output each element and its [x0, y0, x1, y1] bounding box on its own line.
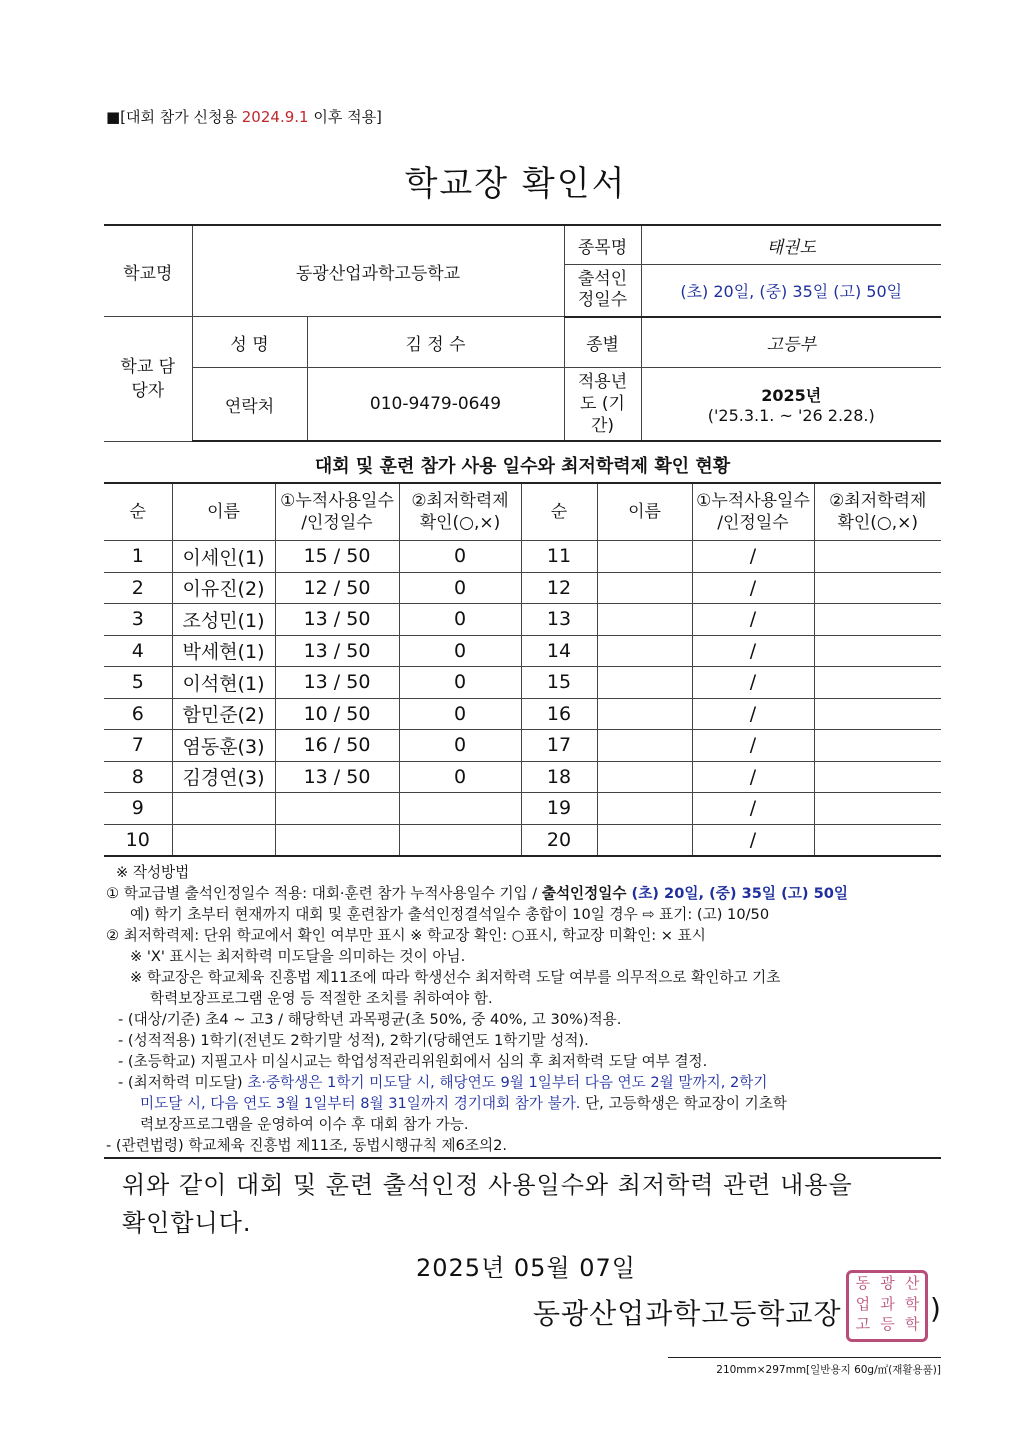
row-no: 12 — [521, 572, 597, 604]
attendance-label: 출석인 정일수 — [564, 265, 641, 317]
row-days: 13 / 50 — [275, 635, 399, 667]
row-check — [814, 572, 941, 604]
table-row — [104, 698, 941, 730]
seal-glyph: 업 — [855, 1294, 870, 1313]
seal-glyph: 학 — [904, 1294, 919, 1313]
manager-label: 학교 담당자 — [104, 317, 192, 442]
row-name: 박세현(1) — [172, 635, 275, 667]
row-check — [814, 730, 941, 762]
official-seal — [846, 1270, 928, 1342]
table-row — [104, 667, 941, 699]
row-no: 9 — [104, 793, 172, 825]
row-check: 0 — [399, 698, 521, 730]
close-paren: ) — [930, 1292, 941, 1325]
row-check: 0 — [399, 635, 521, 667]
row-no: 10 — [104, 824, 172, 856]
row-name — [597, 824, 692, 856]
paper-spec: 210mm×297mm[일반용지 60g/㎡(재활용품)] — [716, 1364, 941, 1376]
note-8: - (최저학력 미도달) 초·중학생은 1학기 미도달 시, 해당연도 9월 1일부터 다음 연도 2월 말까지, 2학기 — [118, 1074, 768, 1091]
row-check — [814, 824, 941, 856]
page-title: 학교장 확인서 — [404, 164, 627, 204]
row-no: 4 — [104, 635, 172, 667]
row-name — [597, 635, 692, 667]
row-days — [275, 824, 399, 856]
col-no: 순 — [104, 483, 172, 541]
seal-glyph: 동 — [855, 1274, 870, 1292]
row-days: 13 / 50 — [275, 667, 399, 699]
row-name — [172, 793, 275, 825]
note-8-end: 력보장프로그램을 운영하여 이수 후 대회 참가 가능. — [140, 1116, 469, 1133]
row-days: / — [692, 793, 814, 825]
table-row — [104, 572, 941, 604]
period-cell — [641, 368, 941, 442]
row-days — [275, 793, 399, 825]
note-1-example: 예) 학기 초부터 현재까지 대회 및 훈련참가 출석인정결석일수 총합이 10일 경우 ⇨ 표기: (고) 10/50 — [130, 906, 770, 923]
row-days: / — [692, 761, 814, 793]
row-check: 0 — [399, 667, 521, 699]
issue-date: 2025년 05월 07일 — [416, 1254, 636, 1282]
note-7: - (초등학교) 지필고사 미실시교는 학업성적관리위원회에서 심의 후 최저학력 도달 여부 결정. — [118, 1053, 708, 1070]
row-days: / — [692, 604, 814, 636]
row-days: / — [692, 541, 814, 573]
period-year: 2025년 — [761, 386, 822, 405]
division-label: 종별 — [564, 317, 641, 368]
row-no: 6 — [104, 698, 172, 730]
period-range: ('25.3.1. ~ '26 2.28.) — [707, 406, 875, 425]
row-check: 0 — [399, 761, 521, 793]
col-academic: ②최저학력제 확인(○,×) — [399, 483, 521, 541]
contact-label: 연락처 — [192, 368, 307, 442]
row-no: 19 — [521, 793, 597, 825]
row-days: / — [692, 730, 814, 762]
row-name: 염동훈(3) — [172, 730, 275, 762]
row-check: 0 — [399, 541, 521, 573]
row-name — [597, 604, 692, 636]
row-no: 13 — [521, 604, 597, 636]
row-check: 0 — [399, 730, 521, 762]
row-name — [597, 761, 692, 793]
col-academic: ②최저학력제 확인(○,×) — [814, 483, 941, 541]
division-value: 고등부 — [641, 317, 941, 368]
row-name: 이석현(1) — [172, 667, 275, 699]
confirmation-text: 위와 같이 대회 및 훈련 출석인정 사용일수와 최저학력 관련 내용을 확인합니다. — [122, 1171, 853, 1237]
table-row — [104, 604, 941, 636]
row-no: 11 — [521, 541, 597, 573]
note-6: - (성적적용) 1학기(전년도 2학기말 성적), 2학기(당해연도 1학기말 성적). — [118, 1032, 589, 1049]
row-days: 12 / 50 — [275, 572, 399, 604]
row-check — [399, 824, 521, 856]
period-label: 적용년 도 (기간) — [564, 368, 641, 442]
row-days: / — [692, 698, 814, 730]
note-8-cont: 미도달 시, 다음 연도 3월 1일부터 8월 31일까지 경기대회 참가 불가. 단, 고등학생은 학교장이 기초학 — [140, 1095, 787, 1112]
row-days: / — [692, 667, 814, 699]
col-name: 이름 — [597, 483, 692, 541]
table-header — [104, 483, 941, 541]
name-label: 성 명 — [192, 317, 307, 368]
row-check — [814, 698, 941, 730]
row-no: 15 — [521, 667, 597, 699]
attendance-value: (초) 20일, (중) 35일 (고) 50일 — [641, 265, 941, 317]
info-table — [104, 224, 941, 442]
header-note: ■[대회 참가 신청용 2024.9.1 이후 적용] — [106, 108, 382, 126]
seal-glyph: 고 — [855, 1315, 870, 1334]
section-title: 대회 및 훈련 참가 사용 일수와 최저학력제 확인 현황 — [314, 456, 731, 477]
school-name: 동광산업과학고등학교 — [192, 225, 564, 317]
row-check: 0 — [399, 572, 521, 604]
row-no: 14 — [521, 635, 597, 667]
row-days: / — [692, 572, 814, 604]
col-days: ①누적사용일수 /인정일수 — [692, 483, 814, 541]
row-no: 20 — [521, 824, 597, 856]
table-row — [104, 635, 941, 667]
row-no: 3 — [104, 604, 172, 636]
notes-divider — [104, 1157, 941, 1159]
row-no: 8 — [104, 761, 172, 793]
row-check — [399, 793, 521, 825]
row-check — [814, 604, 941, 636]
name-value: 김 정 수 — [307, 317, 564, 368]
seal-glyph: 과 — [880, 1294, 894, 1313]
note-4-cont: 학력보장프로그램 운영 등 적절한 조치를 취하여야 함. — [150, 990, 493, 1007]
note-1: ① 학교급별 출석인정일수 적용: 대회·훈련 참가 누적사용일수 기입 / 출석인정일수 (초) 20일, (중) 35일 (고) 50일 — [106, 885, 849, 902]
seal-glyph: 광 — [880, 1274, 894, 1292]
row-name — [597, 572, 692, 604]
row-days: 16 / 50 — [275, 730, 399, 762]
note-3: ※ 'X' 표시는 최저학력 미도달을 의미하는 것이 아님. — [130, 948, 466, 965]
contact-value: 010-9479-0649 — [307, 368, 564, 442]
row-name — [597, 730, 692, 762]
row-no: 17 — [521, 730, 597, 762]
seal-glyph: 학 — [904, 1315, 919, 1334]
table-row — [104, 761, 941, 793]
row-days: 13 / 50 — [275, 604, 399, 636]
row-name — [172, 824, 275, 856]
participation-table — [104, 482, 941, 857]
note-4: ※ 학교장은 학교체육 진흥법 제11조에 따라 학생선수 최저학력 도달 여부를 의무적으로 확인하고 기초 — [130, 969, 781, 986]
notes-heading: ※ 작성방법 — [116, 864, 190, 881]
notes-section — [106, 862, 848, 1156]
col-no: 순 — [521, 483, 597, 541]
row-name: 이유진(2) — [172, 572, 275, 604]
seal-glyph: 산 — [904, 1274, 919, 1292]
note-2: ② 최저학력제: 단위 학교에서 확인 여부만 표시 ※ 학교장 확인: ○표시, 학교장 미확인: × 표시 — [106, 927, 706, 944]
school-label: 학교명 — [104, 225, 192, 317]
row-no: 2 — [104, 572, 172, 604]
table-row — [104, 730, 941, 762]
row-check: 0 — [399, 604, 521, 636]
row-check — [814, 541, 941, 573]
row-days: / — [692, 824, 814, 856]
principal-name: 동광산업과학고등학교장 — [533, 1297, 842, 1330]
table-row — [104, 824, 941, 856]
row-name: 이세인(1) — [172, 541, 275, 573]
row-days: 13 / 50 — [275, 761, 399, 793]
row-check — [814, 793, 941, 825]
row-name — [597, 667, 692, 699]
row-days: / — [692, 635, 814, 667]
row-name: 함민준(2) — [172, 698, 275, 730]
row-days: 10 / 50 — [275, 698, 399, 730]
row-no: 18 — [521, 761, 597, 793]
col-days: ①누적사용일수 /인정일수 — [275, 483, 399, 541]
row-check — [814, 667, 941, 699]
event-label: 종목명 — [564, 225, 641, 265]
row-name — [597, 541, 692, 573]
row-no: 7 — [104, 730, 172, 762]
row-name — [597, 698, 692, 730]
row-no: 1 — [104, 541, 172, 573]
row-name — [597, 793, 692, 825]
row-days: 15 / 50 — [275, 541, 399, 573]
table-row — [104, 793, 941, 825]
table-row — [104, 541, 941, 573]
seal-glyph: 등 — [880, 1315, 894, 1334]
event-value: 태권도 — [641, 225, 941, 265]
row-name: 조성민(1) — [172, 604, 275, 636]
row-check — [814, 635, 941, 667]
row-check — [814, 761, 941, 793]
col-name: 이름 — [172, 483, 275, 541]
row-name: 김경연(3) — [172, 761, 275, 793]
row-no: 5 — [104, 667, 172, 699]
footer-divider — [668, 1357, 941, 1358]
row-no: 16 — [521, 698, 597, 730]
note-5: - (대상/기준) 초4 ~ 고3 / 해당학년 과목평균(초 50%, 중 40%, 고 30%)적용. — [118, 1011, 622, 1028]
note-9: - (관련법령) 학교체육 진흥법 제11조, 동법시행규칙 제6조의2. — [106, 1137, 508, 1154]
